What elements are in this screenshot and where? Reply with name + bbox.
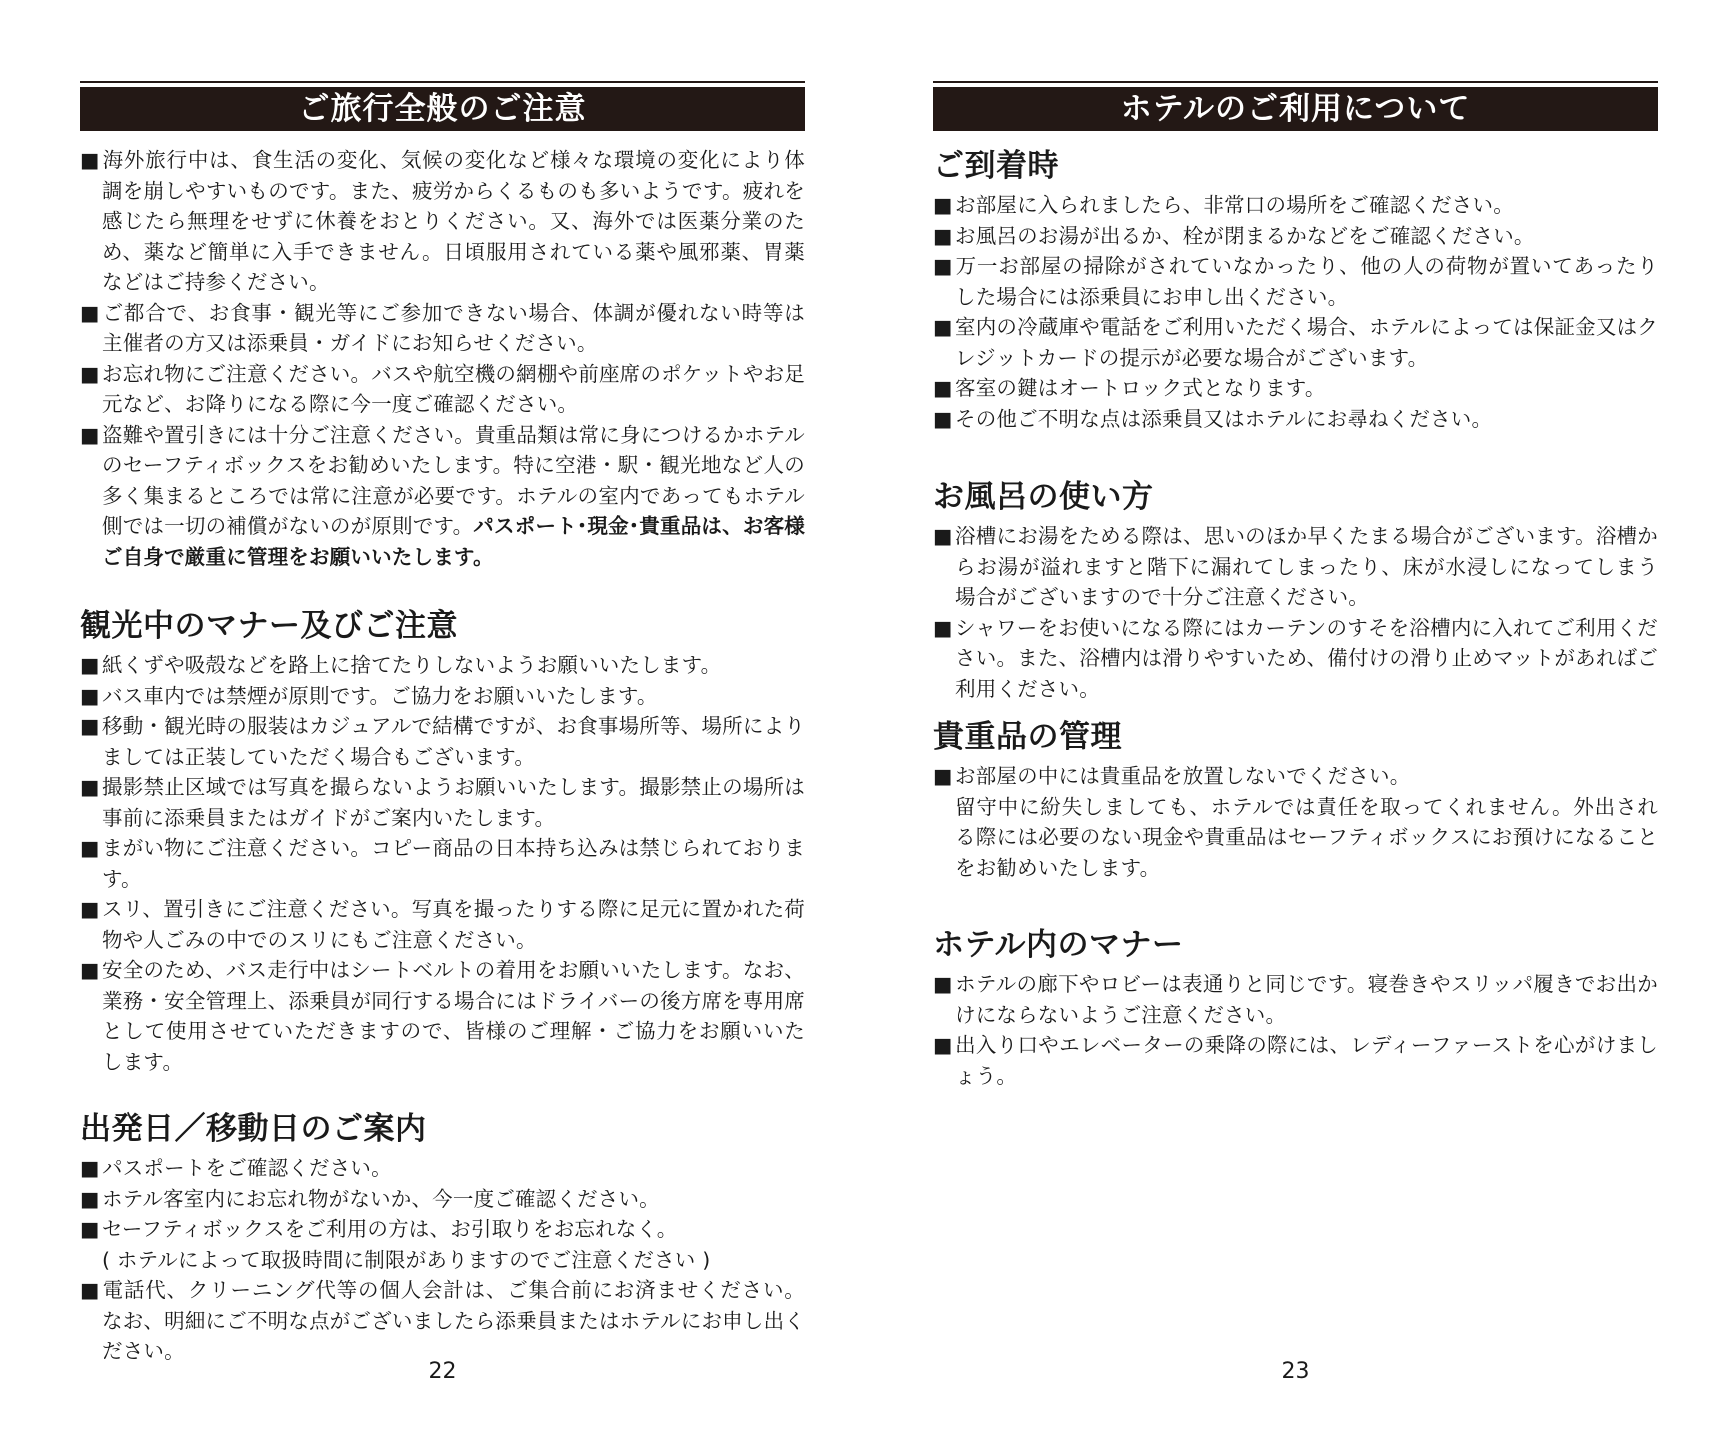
list-item: ■ お風呂のお湯が出るか、栓が閉まるかなどをご確認ください。	[933, 221, 1658, 252]
bullet-icon: ■	[80, 1156, 100, 1180]
bullet-icon: ■	[80, 1186, 100, 1211]
bullet-icon: ■	[933, 406, 953, 431]
list-item: ■ 海外旅行中は、食生活の変化、気候の変化など様々な環境の変化により体調を崩しやすいものです。また、疲労からくるものも多いようです。疲れを感じたら無理をせずに休養をおとりください。又、海外では医薬分業のため、薬など簡単に入手できません。日頃服用されている薬や風邪薬、胃薬などはご持参ください。	[80, 145, 805, 298]
arrival-section	[933, 146, 1658, 434]
list-item-note: ( ホテルによって取扱時間に制限がありますのでご注意ください )	[102, 1247, 711, 1272]
left-page	[80, 0, 805, 1434]
bullet-icon: ■	[933, 376, 953, 400]
list-item: ■ その他ご不明な点は添乗員又はホテルにお尋ねください。	[933, 404, 1658, 435]
section-title: ホテル内のマナー	[933, 927, 1184, 963]
bullet-icon: ■	[933, 524, 953, 548]
bullet-icon: ■	[933, 1033, 953, 1057]
page-number: 22	[428, 1359, 457, 1384]
header-rule	[80, 81, 805, 83]
list-item: ■ スリ、置引きにご注意ください。写真を撮ったりする際に足元に置かれた荷物や人ごみの中でのスリにもご注意ください。	[80, 894, 805, 955]
list-item: ■ 万一お部屋の掃除がされていなかったり、他の人の荷物が置いてあったりした場合には添乗員にお申し出ください。	[933, 251, 1658, 312]
section-title: お風呂の使い方	[933, 479, 1154, 515]
bullet-icon: ■	[80, 361, 100, 386]
section-title: ご到着時	[933, 148, 1059, 184]
general-notes	[80, 145, 805, 572]
manners-section	[933, 925, 1658, 1091]
bullet-icon: ■	[933, 972, 953, 996]
list-item: ■ ご都合で、お食事・観光等にご参加できない場合、体調が優れない時等は主催者の方又は添乗員・ガイドにお知らせください。	[80, 298, 805, 359]
page-header: ご旅行全般のご注意	[80, 87, 805, 131]
bullet-icon: ■	[933, 193, 953, 217]
header-rule	[933, 81, 1658, 83]
list-item: ■ シャワーをお使いになる際にはカーテンのすそを浴槽内に入れてご利用ください。また、浴槽内は滑りやすいため、備付けの滑り止めマットがあればご利用ください。	[933, 613, 1658, 705]
page-header: ホテルのご利用について	[933, 87, 1658, 131]
list-item: ■ セーフティボックスをご利用の方は、お引取りをお忘れなく。	[80, 1214, 805, 1245]
list-item: ■ ホテルの廊下やロビーは表通りと同じです。寝巻きやスリッパ履きでお出かけにならないようご注意ください。	[933, 969, 1658, 1030]
bullet-icon: ■	[80, 1217, 100, 1241]
list-item: ■ まがい物にご注意ください。コピー商品の日本持ち込みは禁じられております。	[80, 833, 805, 894]
list-item-continuation: 留守中に紛失しましても、ホテルでは責任を取ってくれません。外出される際には必要のない現金や貴重品はセーフティボックスにお預けになることをお勧めいたします。	[955, 794, 1658, 880]
valuables-section	[933, 717, 1658, 883]
list-item: ■ 電話代、クリーニング代等の個人会計は、ご集合前にお済ませください。なお、明細にご不明な点がございましたら添乗員またはホテルにお申し出ください。	[80, 1275, 805, 1367]
bullet-icon: ■	[933, 223, 953, 248]
bullet-icon: ■	[80, 300, 100, 325]
list-item: ■ 浴槽にお湯をためる際は、思いのほか早くたまる場合がございます。浴槽からお湯が溢れますと階下に漏れてしまったり、床が水浸しになってしまう場合がございますので十分ご注意ください。	[933, 521, 1658, 613]
right-page	[933, 0, 1658, 1434]
bullet-icon: ■	[933, 254, 953, 278]
section-title: 観光中のマナー及びご注意	[80, 608, 458, 644]
list-item: ■ 移動・観光時の服装はカジュアルで結構ですが、お食事場所等、場所によりましては正装していただく場合もございます。	[80, 711, 805, 772]
list-item: ■ 紙くずや吸殻などを路上に捨てたりしないようお願いいたします。	[80, 650, 805, 681]
list-item: ■ 撮影禁止区域では写真を撮らないようお願いいたします。撮影禁止の場所は事前に添乗員またはガイドがご案内いたします。	[80, 772, 805, 833]
bullet-icon: ■	[80, 714, 100, 738]
list-item: ■ 客室の鍵はオートロック式となります。	[933, 373, 1658, 404]
bold-warning: パスポート･現金･貴重品は、お客様ご自身で厳重に管理をお願いいたします。	[102, 514, 805, 569]
list-item: ■ パスポートをご確認ください。	[80, 1153, 805, 1184]
sightseeing-section	[80, 606, 805, 1077]
list-item: ■ 出入り口やエレベーターの乗降の際には、レディーファーストを心がけましょう。	[933, 1030, 1658, 1091]
bullet-icon: ■	[80, 897, 100, 921]
bullet-icon: ■	[80, 1278, 100, 1302]
bath-section	[933, 477, 1658, 704]
bullet-icon: ■	[80, 683, 100, 708]
page-number: 23	[1281, 1359, 1310, 1384]
section-title: 出発日／移動日のご案内	[80, 1111, 427, 1147]
departure-section	[80, 1109, 805, 1367]
bullet-icon: ■	[80, 775, 100, 799]
list-item: ■ 安全のため、バス走行中はシートベルトの着用をお願いいたします。なお、業務・安全管理上、添乗員が同行する場合にはドライバーの後方席を専用席として使用させていただきますので、皆様のご理解・ご協力をお願いいたします。	[80, 955, 805, 1077]
bullet-icon: ■	[80, 148, 100, 172]
bullet-icon: ■	[933, 315, 953, 339]
list-item: ■ ホテル客室内にお忘れ物がないか、今一度ご確認ください。	[80, 1184, 805, 1215]
bullet-icon: ■	[80, 958, 100, 982]
bullet-icon: ■	[80, 422, 100, 447]
bullet-icon: ■	[933, 615, 953, 640]
bullet-icon: ■	[80, 653, 100, 677]
list-item: ■ お忘れ物にご注意ください。バスや航空機の網棚や前座席のポケットやお足元など、お降りになる際に今一度ご確認ください。	[80, 359, 805, 420]
bullet-icon: ■	[80, 836, 100, 860]
list-item: ■ お部屋の中には貴重品を放置しないでください。	[933, 761, 1658, 792]
section-title: 貴重品の管理	[933, 719, 1122, 755]
list-item: ■ 盗難や置引きには十分ご注意ください。貴重品類は常に身につけるかホテルのセーフティボックスをお勧めいたします。特に空港・駅・観光地など人の多く集まるところでは常に注意が必要です。ホテルの室内であってもホテル側では一切の補償がないのが原則です。パスポート･現金･貴重品は、お客様ご自身で厳重に管理をお願いいたします。	[80, 420, 805, 573]
bullet-icon: ■	[933, 764, 953, 788]
list-item: ■ 室内の冷蔵庫や電話をご利用いただく場合、ホテルによっては保証金又はクレジットカードの提示が必要な場合がございます。	[933, 312, 1658, 373]
list-item: ■ お部屋に入られましたら、非常口の場所をご確認ください。	[933, 190, 1658, 221]
list-item: ■ バス車内では禁煙が原則です。ご協力をお願いいたします。	[80, 681, 805, 712]
